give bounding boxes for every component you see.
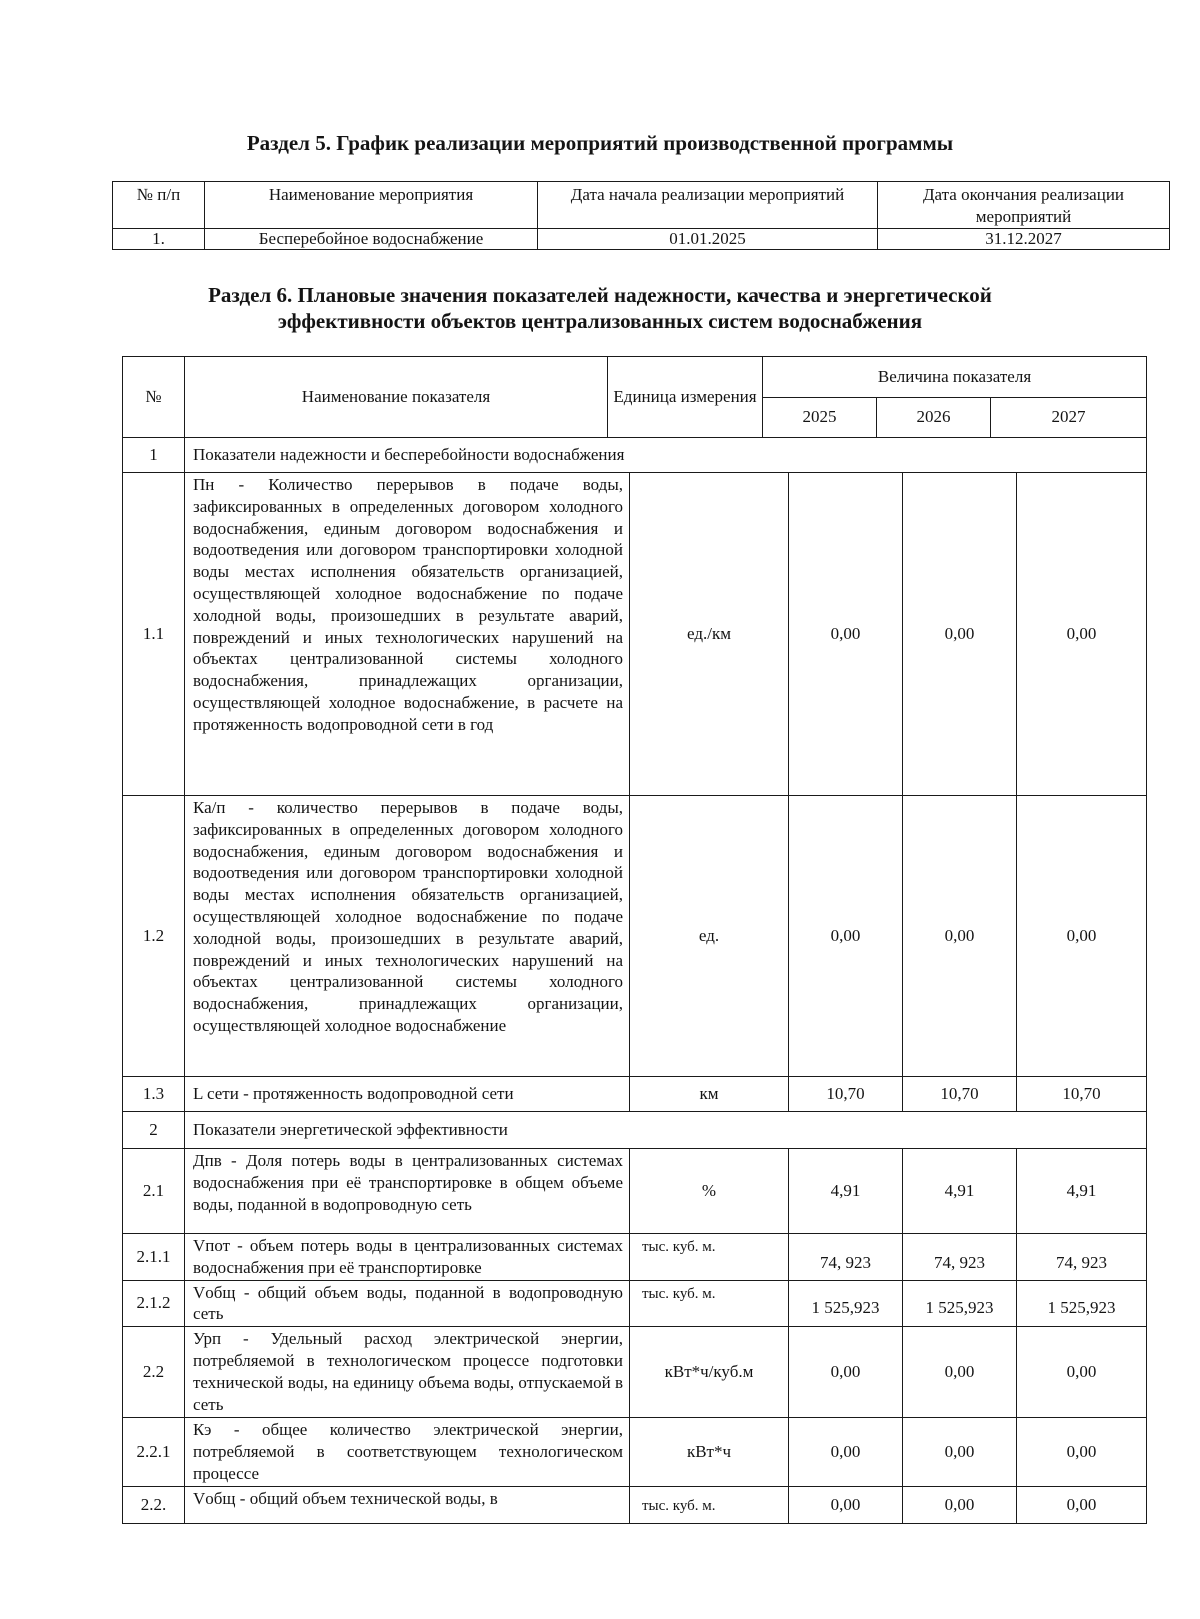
value-2025: 74, 923 [789, 1234, 903, 1281]
value-2027: 0,00 [1017, 1327, 1147, 1418]
header-year-2027: 2027 [991, 397, 1147, 438]
table-row [123, 1280, 1147, 1327]
unit-cell: ед. [630, 796, 789, 1077]
value-2027: 74, 923 [1017, 1234, 1147, 1281]
section5-title: Раздел 5. График реализации мероприятий производственной программы [246, 131, 954, 155]
section6-header-table [122, 356, 1147, 438]
unit-cell: % [630, 1149, 789, 1234]
row-num: 1.2 [123, 796, 185, 1077]
header-unit: Единица измерения [608, 357, 763, 438]
unit-cell: кВт*ч/куб.м [630, 1327, 789, 1418]
section6-title [0, 282, 1200, 334]
indicator-abbr: Дпв [193, 1151, 222, 1170]
value-2025: 4,91 [789, 1149, 903, 1234]
indicator-description [185, 1418, 630, 1487]
unit-cell: тыс. куб. м. [630, 1487, 789, 1524]
unit-cell: тыс. куб. м. [630, 1280, 789, 1327]
row-num: 1.1 [123, 473, 185, 796]
value-2027: 0,00 [1017, 1487, 1147, 1524]
row-num: 2.2 [123, 1327, 185, 1418]
section6-table [122, 437, 1147, 1524]
value-2026: 74, 923 [903, 1234, 1017, 1281]
row-num: 2 [123, 1112, 185, 1149]
value-2026: 0,00 [903, 1418, 1017, 1487]
section5-table [112, 181, 1170, 250]
table-row [123, 438, 1147, 473]
indicator-abbr: Vобщ [193, 1282, 236, 1302]
value-2026: 0,00 [903, 1487, 1017, 1524]
header-start-date: Дата начала реализации мероприятий [538, 182, 878, 229]
indicator-abbr: Vобщ [193, 1489, 236, 1509]
indicator-description [185, 1149, 630, 1234]
indicator-description [185, 1077, 630, 1112]
indicator-text: - количество перерывов в подаче воды, зафиксированных в определенных договором холодного водоснабжения, единым договором водоснабжения и водоотведения или договором транспортировки холодной воды местах исполнения обязательств организацией, осуществляющей холодное водоснабжение по подаче холодной воды, произошедших в результате аварий, повреждений и иных технологических нарушений на объектах централизованной системы холодного водоснабжения, принадлежащих организации, осуществляющей холодное водоснабжение [193, 798, 623, 1035]
unit-cell: тыс. куб. м. [630, 1234, 789, 1281]
header-year-2026: 2026 [877, 397, 991, 438]
header-end-date: Дата окончания реализации мероприятий [878, 182, 1170, 229]
indicator-text: - объем потерь воды в централизованных системах водоснабжения при её транспортировке [193, 1236, 623, 1277]
row-num: 1 [123, 438, 185, 473]
header-name: Наименование мероприятия [205, 182, 538, 229]
value-2025: 10,70 [789, 1077, 903, 1112]
table-row [123, 1418, 1147, 1487]
value-2027: 0,00 [1017, 796, 1147, 1077]
value-2026: 0,00 [903, 473, 1017, 796]
table-row [123, 796, 1147, 1077]
indicator-abbr: Урп [193, 1329, 222, 1349]
indicator-abbr: L сети [193, 1084, 239, 1104]
indicator-text: - общее количество электрической энергии, потребляемой в соответствующем технологическом процессе [193, 1420, 623, 1483]
table-row [123, 1149, 1147, 1234]
table-row [123, 1487, 1147, 1524]
unit-cell: км [630, 1077, 789, 1112]
indicator-abbr: Пн [193, 475, 215, 494]
indicator-text: - Количество перерывов в подаче воды, зафиксированных в определенных договором холодного водоснабжения, единым договором водоснабжения и водоотведения или договором транспортировки холодной воды местах исполнения обязательств организацией, осуществляющей холодное водоснабжение по подаче холодной воды, произошедших в результате аварий, повреждений и иных технологических нарушений на объектах централизованной системы холодного водоснабжения, принадлежащих организации, осуществляющей холодное водоснабжение, в расчете на протяженность водопроводной сети в год [193, 475, 623, 734]
row-end-date: 31.12.2027 [878, 229, 1170, 250]
row-num: 2.1 [123, 1149, 185, 1234]
value-2027: 0,00 [1017, 1418, 1147, 1487]
value-2026: 10,70 [903, 1077, 1017, 1112]
value-2026: 4,91 [903, 1149, 1017, 1234]
indicator-abbr: Кэ [193, 1420, 212, 1440]
value-2026: 0,00 [903, 1327, 1017, 1418]
value-2027: 0,00 [1017, 473, 1147, 796]
row-num: 1.3 [123, 1077, 185, 1112]
header-num: № [123, 357, 185, 438]
header-num: № п/п [113, 182, 205, 229]
value-2027: 4,91 [1017, 1149, 1147, 1234]
value-2025: 0,00 [789, 1487, 903, 1524]
value-2027: 10,70 [1017, 1077, 1147, 1112]
value-2026: 0,00 [903, 796, 1017, 1077]
value-2026: 1 525,923 [903, 1280, 1017, 1327]
row-num: 2.2.1 [123, 1418, 185, 1487]
table-row [123, 1327, 1147, 1418]
indicator-text: - общий объем технической воды, в [235, 1489, 498, 1509]
indicator-description [185, 796, 630, 1077]
indicator-description [185, 1487, 630, 1524]
value-2025: 0,00 [789, 796, 903, 1077]
section6-title-line1: Раздел 6. Плановые значения показателей надежности, качества и энергетической [208, 283, 992, 307]
indicator-text: - протяженность водопроводной сети [238, 1084, 514, 1104]
table-row [123, 1234, 1147, 1281]
value-2025: 0,00 [789, 1418, 903, 1487]
section6-title-line2: эффективности объектов централизованных систем водоснабжения [277, 309, 923, 333]
indicator-text: - общий объем воды, поданной в водопроводную сеть [193, 1282, 623, 1324]
indicator-description [185, 1327, 630, 1418]
unit-cell: кВт*ч [630, 1418, 789, 1487]
row-start-date: 01.01.2025 [538, 229, 878, 250]
indicator-text: - Удельный расход электрической энергии, потребляемой в технологическом процессе подготовки технической воды, на единицу объема воды, отпускаемой в сеть [193, 1329, 623, 1414]
header-indicator-name: Наименование показателя [185, 357, 608, 438]
group-label: Показатели энергетической эффективности [185, 1112, 1147, 1149]
value-2025: 0,00 [789, 1327, 903, 1418]
group-label: Показатели надежности и бесперебойности водоснабжения [185, 438, 1147, 473]
indicator-description [185, 1280, 630, 1327]
value-2025: 0,00 [789, 473, 903, 796]
unit-cell: ед./км [630, 473, 789, 796]
indicator-abbr: Vпот [193, 1236, 231, 1255]
value-2025: 1 525,923 [789, 1280, 903, 1327]
table-row [113, 229, 1170, 250]
row-name: Бесперебойное водоснабжение [205, 229, 538, 250]
indicator-text: - Доля потерь воды в централизованных системах водоснабжения при её транспортировке в общем объеме воды, поданной в водопроводную сеть [193, 1151, 623, 1214]
section5-header-row [113, 182, 1170, 229]
value-2027: 1 525,923 [1017, 1280, 1147, 1327]
table-row [123, 1112, 1147, 1149]
header-value-group: Величина показателя [763, 357, 1147, 398]
table-row [123, 473, 1147, 796]
row-num: 2.2. [123, 1487, 185, 1524]
indicator-description [185, 473, 630, 796]
header-year-2025: 2025 [763, 397, 877, 438]
indicator-abbr: Ка/п [193, 798, 226, 817]
indicator-description [185, 1234, 630, 1281]
row-num: 2.1.1 [123, 1234, 185, 1281]
row-num: 2.1.2 [123, 1280, 185, 1327]
row-num: 1. [113, 229, 205, 250]
table-row [123, 1077, 1147, 1112]
